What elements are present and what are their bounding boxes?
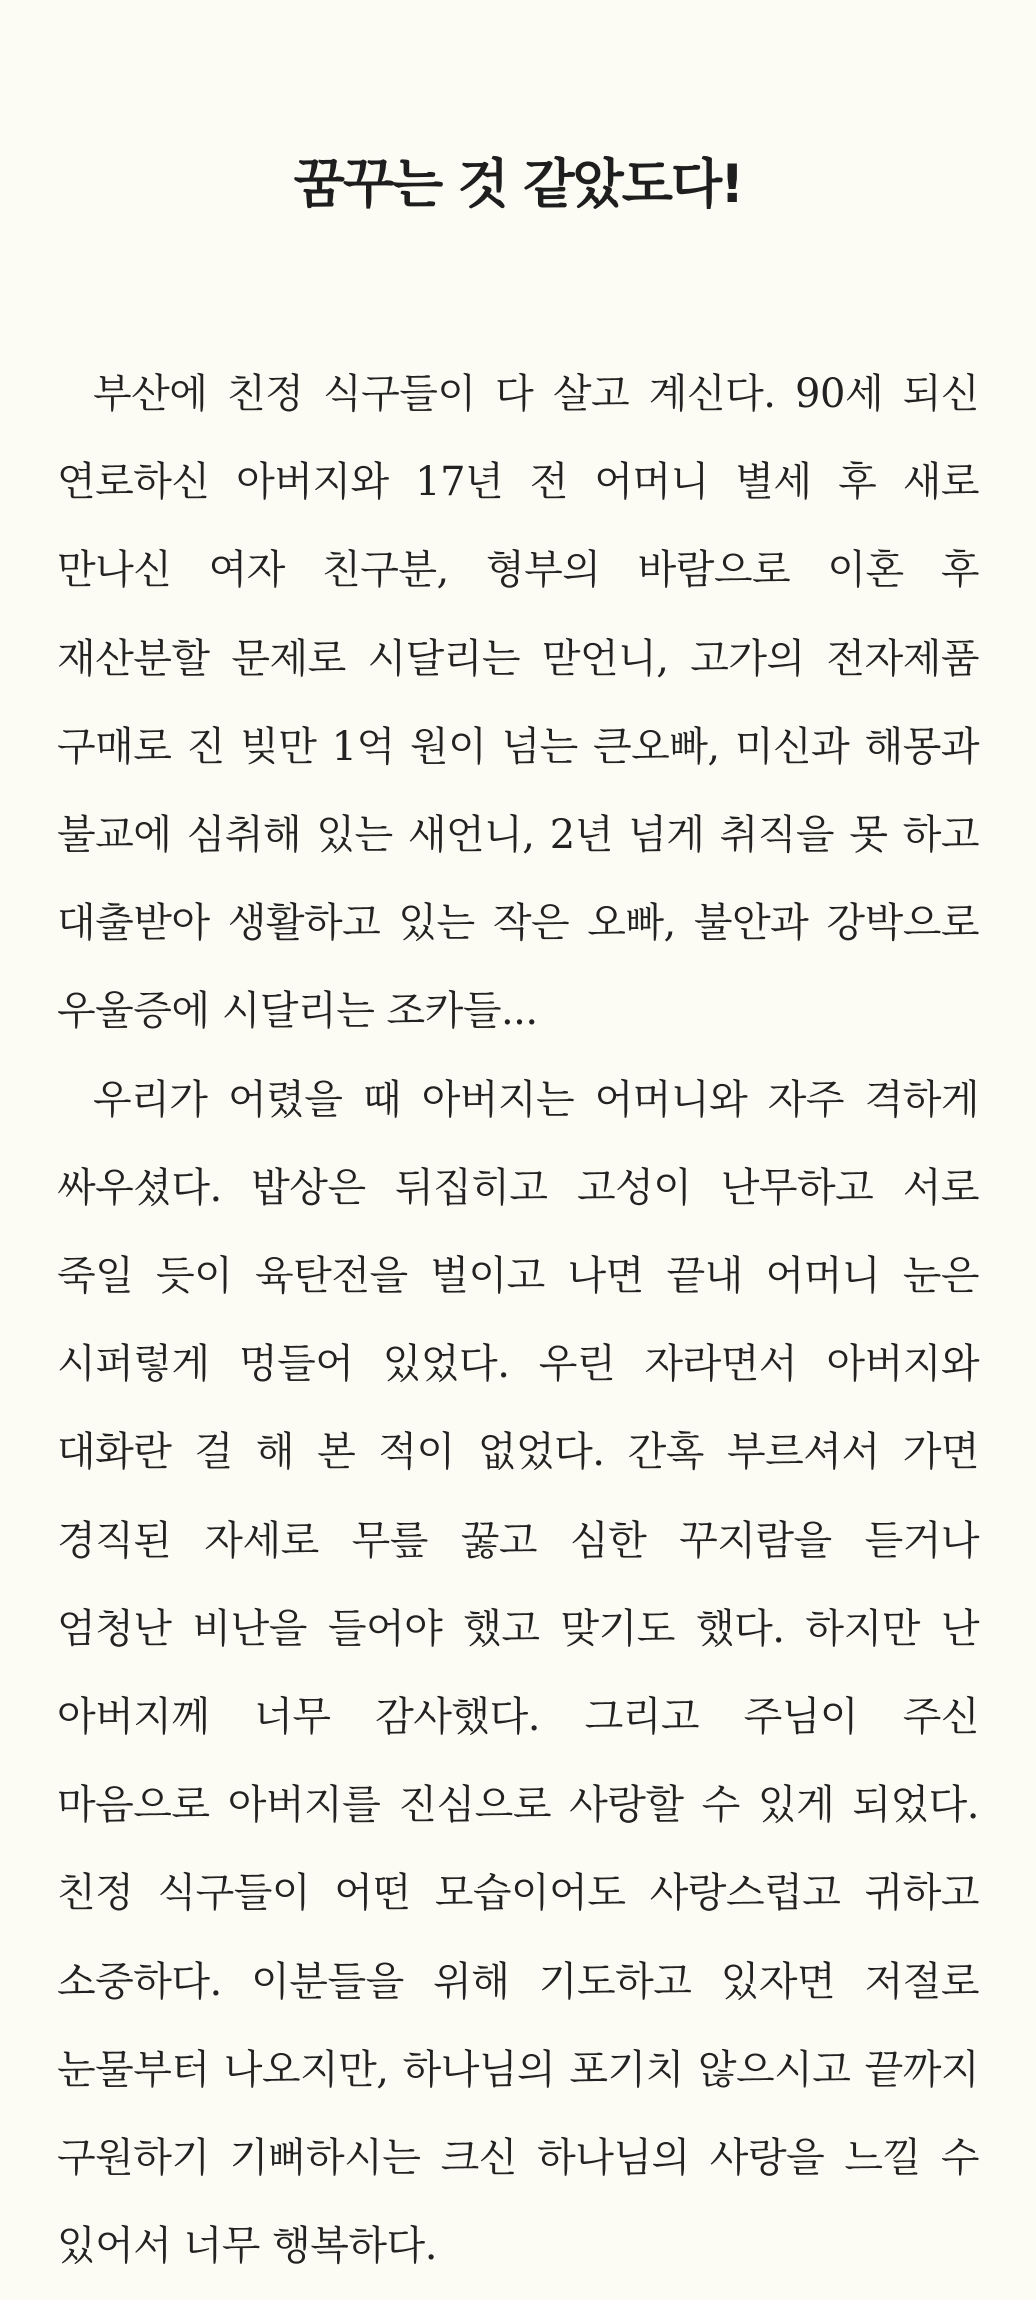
article-body: [57, 350, 979, 2290]
article-title: 꿈꾸는 것 같았도다!: [293, 154, 743, 215]
paragraph: 부산에 친정 식구들이 다 살고 계신다. 90세 되신 연로하신 아버지와 17년 전 어머니 별세 후 새로 만나신 여자 친구분, 형부의 바람으로 이혼 후 재산분할 문제로 시달리는 맏언니, 고가의 전자제품 구매로 진 빚만 1억 원이 넘는 큰오빠, 미신과 해몽과 불교에 심취해 있는 새언니, 2년 넘게 취직을 못 하고 대출받아 생활하고 있는 작은 오빠, 불안과 강박으로 우울증에 시달리는 조카들...: [57, 371, 979, 1035]
paragraph: 우리가 어렸을 때 아버지는 어머니와 자주 격하게 싸우셨다. 밥상은 뒤집히고 고성이 난무하고 서로 죽일 듯이 육탄전을 벌이고 나면 끝내 어머니 눈은 시퍼렇게 멍들어 있었다. 우린 자라면서 아버지와 대화란 걸 해 본 적이 없었다. 간혹 부르셔서 가면 경직된 자세로 무릎 꿇고 심한 꾸지람을 듣거나 엄청난 비난을 들어야 했고 맞기도 했다. 하지만 난 아버지께 너무 감사했다. 그리고 주님이 주신 마음으로 아버지를 진심으로 사랑할 수 있게 되었다. 친정 식구들이 어떤 모습이어도 사랑스럽고 귀하고 소중하다. 이분들을 위해 기도하고 있자면 저절로 눈물부터 나오지만, 하나님의 포기치 않으시고 끝까지 구원하기 기뻐하시는 크신 하나님의 사랑을 느낄 수 있어서 너무 행복하다.: [57, 1076, 979, 2270]
